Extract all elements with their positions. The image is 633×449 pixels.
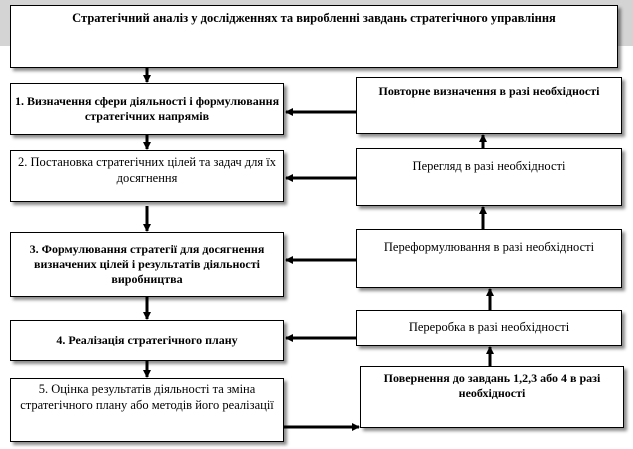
right-step-3-text: Переформулювання в разі необхідності [383,240,595,254]
left-step-5-text: 5. Оцінка результатів діяльності та зміна стратегічного плану або методів його реалізації [20,382,274,412]
left-step-3-text: 3. Формулювання стратегії для досягнення визначених цілей і результатів діяльності виробництва [29,242,265,286]
left-step-2-text: 2. Постановка стратегічних цілей та задач для їх досягнення [17,155,277,185]
right-step-1-text: Повторне визначення в разі необхідності [378,84,600,98]
left-step-4-text: 4. Реалізація стратегічного плану [56,333,238,347]
right-step-5-text: Повернення до завдань 1,2,3 або 4 в разі необхідності [383,371,601,400]
right-step-2-text: Перегляд в разі необхідності [412,159,566,173]
right-step-4-text: Переробка в разі необхідності [408,320,570,335]
header-text: Стратегічний аналіз у дослідженнях та виробленні завдань стратегічного управління [72,11,556,25]
left-step-1-text: 1. Визначення сфери діяльності і формулювання стратегічних напрямів [14,94,280,123]
